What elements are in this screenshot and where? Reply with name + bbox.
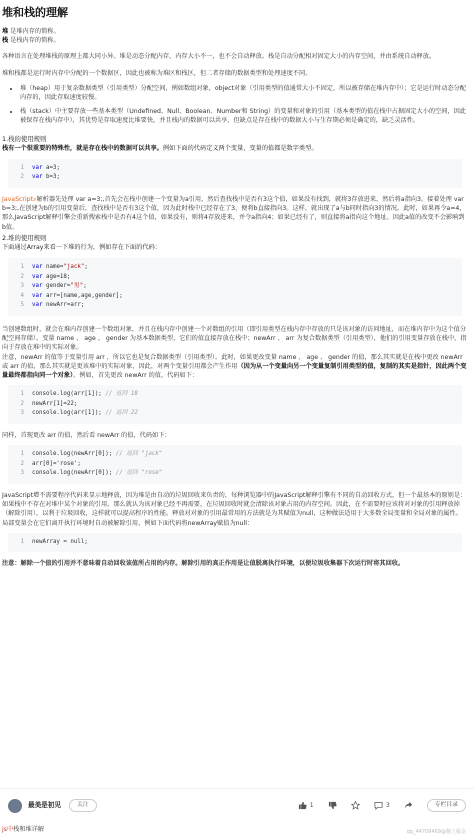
def-heap — [2, 27, 468, 36]
stack-explain-text: 解析器先处理 var a=3;,首先会在栈中创建一个变量为a引用，然后查找栈中是否有3这个值，如果没有找到，就将3存放进来，然后将a指向3。接着处理 var b=3;,在创建为b的引用变量后，查找栈中是否有3这个值，因为此时栈中已经存在了3，便将b直接指向3。这样，就出现了a与b同时指向3的情况。此时，如果再令a=4，那么JavaScript解释引擎会重新搜索栈中是否有4这个值，如果没有，则将4存放进来，并令a指向4；如果已经有了，则直接将a指向这个地址。因此a值的改变不会影响到b值。 — [2, 196, 466, 231]
code-line — [14, 469, 456, 479]
note-text-end: 。例如，首先更改 newArr 的值，代码如下： — [73, 371, 199, 379]
comment-button[interactable] — [374, 801, 390, 810]
avatar[interactable] — [8, 799, 22, 813]
code-text: newArray = null; — [32, 538, 88, 545]
like-count: 1 — [309, 800, 314, 809]
code-text: console.log(arr[1]); — [32, 391, 102, 398]
favorite-button[interactable] — [351, 801, 360, 810]
section-stack-title: 1.栈的使用规则 — [2, 134, 47, 143]
code-block-2 — [8, 258, 462, 316]
article-title: 堆和栈的理解 — [2, 6, 68, 19]
code-keyword: var — [32, 302, 43, 309]
line-number: 2 — [20, 174, 24, 181]
def-desc: 是栈内存的简称。 — [8, 37, 60, 45]
catalog-button[interactable]: 专栏目录 — [427, 799, 466, 811]
line-number: 1 — [20, 164, 24, 171]
code-keyword: var — [32, 164, 43, 171]
code-block-3 — [8, 385, 462, 424]
line-number: 3 — [20, 283, 24, 290]
code-text: newArr=arr; — [42, 302, 85, 309]
watermark: qq_44709469@稀土掘金 — [406, 829, 466, 835]
line-number: 4 — [20, 292, 24, 299]
code-comment: // 返回 22 — [105, 410, 138, 417]
javascript-link[interactable]: JavaScript — [2, 196, 34, 203]
note-text: newArr 的值等于变量引用 arr ，所以它也是复合数据类型（引用类型）。此时，如果更改变量 name 、 age 、 gender 的值，那么其实就是在栈中更改 newArr 或 arr 的值，那么其实就是更该堆中的实际对象，因此，对两个变量引用都会产生作用 — [2, 353, 463, 370]
code-string: "男" — [70, 283, 84, 290]
def-term: 栈 — [2, 37, 9, 45]
code-line — [14, 538, 456, 548]
author-toolbar — [0, 788, 474, 822]
code-line — [14, 273, 456, 283]
code-line — [14, 282, 456, 292]
code-line — [14, 390, 456, 400]
code-block-4 — [8, 445, 462, 484]
code-text: arr=[name,age,gender]; — [42, 292, 123, 299]
code-keyword: var — [32, 264, 43, 270]
code-line — [14, 450, 456, 460]
note-bold: （因为从一个变量向另一个变量复制引用类型的值，复制的其实是指针，因此两个变量最终都指向同一个对象） — [2, 362, 467, 379]
note-prefix: 注意， — [2, 353, 21, 361]
line-number: 2 — [20, 460, 24, 467]
code-text: ; — [84, 264, 88, 270]
code-string: "jack" — [63, 264, 85, 270]
line-number: 1 — [20, 451, 24, 458]
line-number: 5 — [20, 302, 24, 309]
code-text: console.log(newArr[0]); — [32, 470, 113, 477]
code-line — [14, 409, 456, 419]
share-button[interactable] — [404, 801, 413, 810]
author-name[interactable]: 最美是初见 — [28, 800, 61, 809]
code-comment: // 返回 "rose" — [115, 470, 163, 477]
section-heap-title: 2.堆的使用规则 — [2, 233, 47, 242]
code-line — [14, 173, 456, 183]
related-title: 栈和堆详解 — [13, 826, 45, 833]
paragraph-arr-change: 同样，首现更改 arr 的值，然后看 newArr 的值，代码如下： — [2, 431, 171, 439]
code-text: arr[0]='rose'; — [32, 460, 81, 467]
code-line — [14, 263, 456, 273]
action-group — [298, 799, 466, 811]
code-text: b=3; — [42, 174, 60, 181]
line-number: 2 — [20, 273, 24, 280]
code-comment: // 返回 "jack" — [115, 451, 163, 458]
like-button[interactable] — [298, 801, 314, 810]
code-text: name= — [42, 264, 64, 270]
code-line — [14, 400, 456, 410]
line-number: 2 — [20, 400, 24, 407]
code-keyword: var — [32, 283, 43, 290]
code-keyword: var — [32, 174, 43, 181]
code-text: ; — [83, 283, 87, 290]
bullet-list — [20, 84, 468, 126]
star-icon — [351, 801, 360, 810]
code-keyword: var — [32, 273, 43, 280]
code-text: console.log(newArr[0]); — [32, 451, 113, 458]
code-text: newArr[1]=22; — [32, 400, 78, 407]
paragraph-stack-explain — [2, 195, 468, 232]
paragraph-array-explain: 当创建数组时，就会在堆内存创建一个数组对象，并且在栈内存中创建一个对数组的引用（即引用类型在栈内存中存放的只是该对象的访问地址，而在堆内存中为这个值分配空间存储）。变量 name 、 age 、 gender 为基本数据类型，它们的值直接存放在栈中；newArr 、 arr 为复合数据类型（引用类型），他们的引用变量存放在栈中，指向于存放在堆中的实际对象。 — [2, 325, 467, 352]
def-term: 堆 — [2, 28, 9, 35]
section-stack-text — [2, 145, 468, 154]
code-keyword: var — [32, 292, 43, 299]
code-text: a=3; — [42, 164, 60, 171]
code-text: console.log(arr[1]); — [32, 410, 102, 417]
related-highlight: js中 — [2, 826, 14, 833]
comment-icon — [374, 801, 383, 810]
code-line — [14, 301, 456, 311]
bullet-stack: • 栈（stack）中主要存放一些基本类型（Undefined、Null、Boolean、Number和 String）的变量和对象的引用（基本类型的值在栈中占据固定大小的空间，因此被保存在栈内存中），其优势是存取速度比堆要快，并且栈内的数据可以共享，但缺点是存在栈中的数据大小与生存期必须是确定的，缺乏灵活性。 — [20, 107, 468, 125]
paragraph-intro: 各种语言在处理堆栈的原理上都大同小异。堆是动态分配内存，内存大小不一，也不会自动释放。栈是自动分配相对固定大小的内存空间，并由系统自动释放。 — [2, 53, 436, 61]
dislike-button[interactable] — [328, 801, 337, 810]
follow-button[interactable]: 关注 — [69, 799, 97, 811]
share-icon — [404, 801, 413, 810]
code-line — [14, 164, 456, 174]
related-article[interactable] — [0, 826, 474, 840]
code-line — [14, 292, 456, 302]
line-number: 3 — [20, 470, 24, 477]
line-number: 1 — [20, 538, 24, 545]
paragraph-final-note: 注意：解除一个值的引用并不意味着自动回收该值所占用的内存。解除引用的真正作用是让值脱离执行环境，以便垃圾收集器下次运行时将其回收。 — [2, 560, 405, 568]
code-text: gender= — [42, 283, 71, 290]
code-block-1 — [8, 159, 462, 188]
stack-text-bold: 栈有一个很重要的特殊性，就是存在栈中的数据可以共享。 — [2, 144, 163, 152]
paragraph-reference-note — [2, 353, 468, 381]
stack-text: 例如下面的代码定义两个变量，变量的值都是数字类型。 — [162, 144, 318, 152]
link-icon: ⌕ — [33, 196, 37, 203]
line-number: 1 — [20, 391, 24, 398]
thumbs-down-icon — [328, 801, 337, 810]
code-block-5 — [8, 533, 462, 553]
paragraph-heap-stack: 堆和栈都是运行时内存中分配的一个数据区，因此也被称为堆区和栈区，但二者存储的数据类型和处理速度不同。 — [2, 69, 312, 77]
line-number: 1 — [20, 264, 24, 270]
definitions — [2, 27, 468, 45]
comment-count: 3 — [385, 800, 390, 809]
thumbs-up-icon — [298, 801, 307, 810]
code-comment: // 返回 18 — [105, 391, 138, 398]
code-line — [14, 460, 456, 470]
bullet-heap: • 堆（heap）用于复杂数据类型（引用类型）分配空间，例如数组对象，object对象（引用类型的值通常大小不固定，所以被存储在堆内存中）；它是运行时动态分配内存的，因此存取速度较慢。 — [20, 84, 468, 102]
paragraph-gc: JavaScript增不需要程序代码来显示地释放，因为堆是由自动的垃圾回收来负责的，每种浏览器中的JavaScript解释引擎有不同的自动回收方式，但一个最基本的原则是：如果栈中不存在对堆中某个对象的引用，那么就认为该对象已经不再需要，在垃圾回收时就会清除该对象占用的内存空间。因此，在不需要时应该将对对象的引用释放掉（解除引用），以利于垃圾回收，这样就可以提高程序的性能。释放对对象的引用最常用的方法就是为其赋值为null，这种做法适用于大多数全局变量和全局对象的属性。局部变量会在它们离开执行环境时自动被解除引用，例如下面代码将newArray赋值为null： — [2, 491, 467, 527]
section-heap-text: 下面通过Array来看一下堆的行为，例如存在下面的代码： — [2, 244, 161, 252]
def-stack — [2, 36, 468, 45]
line-number: 3 — [20, 410, 24, 417]
code-text: age=18; — [42, 273, 71, 280]
def-desc: 是堆内存的简称。 — [8, 28, 60, 35]
